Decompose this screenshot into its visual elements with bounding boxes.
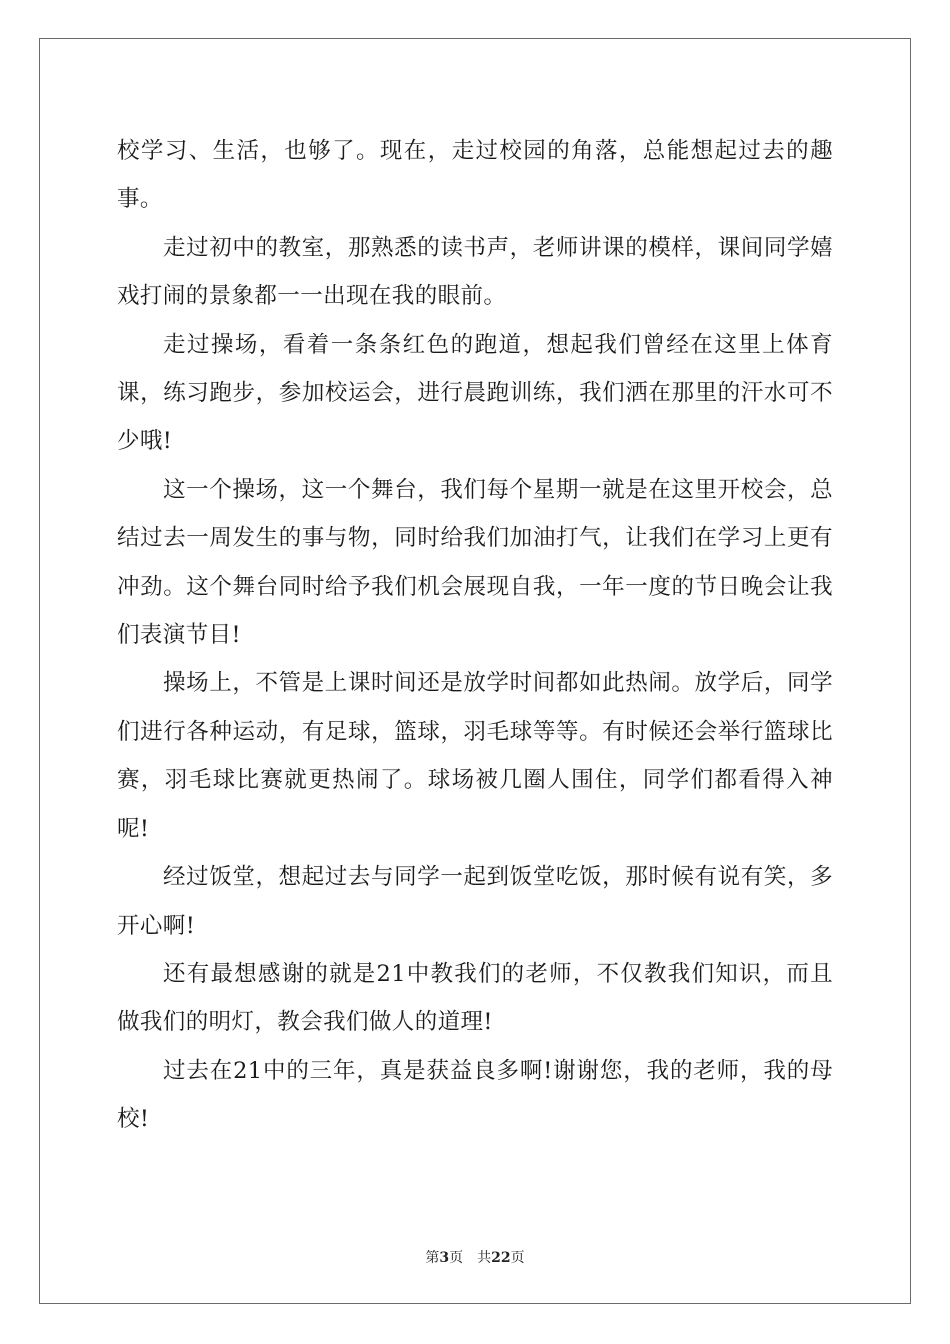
total-suffix: 页 [510,1250,525,1266]
paragraph-canteen: 经过饭堂，想起过去与同学一起到饭堂吃饭，那时候有说有笑，多开心啊! [117,864,833,939]
page-footer [0,1249,950,1267]
paragraph-playground: 走过操场，看着一条条红色的跑道，想起我们曾经在这里上体育课，练习跑步，参加校运会，进行晨跑训练，我们洒在那里的汗水可不少哦! [117,331,833,455]
current-page-number: 3 [439,1250,450,1266]
total-prefix: 共 [477,1250,492,1266]
total-page-count: 22 [491,1250,511,1266]
paragraph-classroom: 走过初中的教室，那熟悉的读书声，老师讲课的模样，课间同学嬉戏打闹的景象都一一出现在我的眼前。 [117,234,833,310]
document-body [117,127,833,1144]
paragraph-closing: 过去在21中的三年，真是获益良多啊!谢谢您，我的老师，我的母校! [117,1057,833,1133]
paragraph-continued: 校学习、生活，也够了。现在，走过校园的角落，总能想起过去的趣事。 [117,138,833,213]
paragraph-stage: 这一个操场，这一个舞台，我们每个星期一就是在这里开校会，总结过去一周发生的事与物，同时给我们加油打气，让我们在学习上更有冲劲。这个舞台同时给予我们机会展现自我，一年一度的节日晚会让我们表演节目! [117,476,833,649]
page-prefix: 第 [425,1250,440,1266]
page-suffix: 页 [449,1250,464,1266]
paragraph-after-school: 操场上，不管是上课时间还是放学时间都如此热闹。放学后，同学们进行各种运动，有足球，篮球，羽毛球等等。有时候还会举行篮球比赛，羽毛球比赛就更热闹了。球场被几圈人围住，同学们都看得入神呢! [117,670,833,842]
paragraph-teachers: 还有最想感谢的就是21中教我们的老师，不仅教我们知识，而且做我们的明灯，教会我们做人的道理! [117,960,833,1036]
